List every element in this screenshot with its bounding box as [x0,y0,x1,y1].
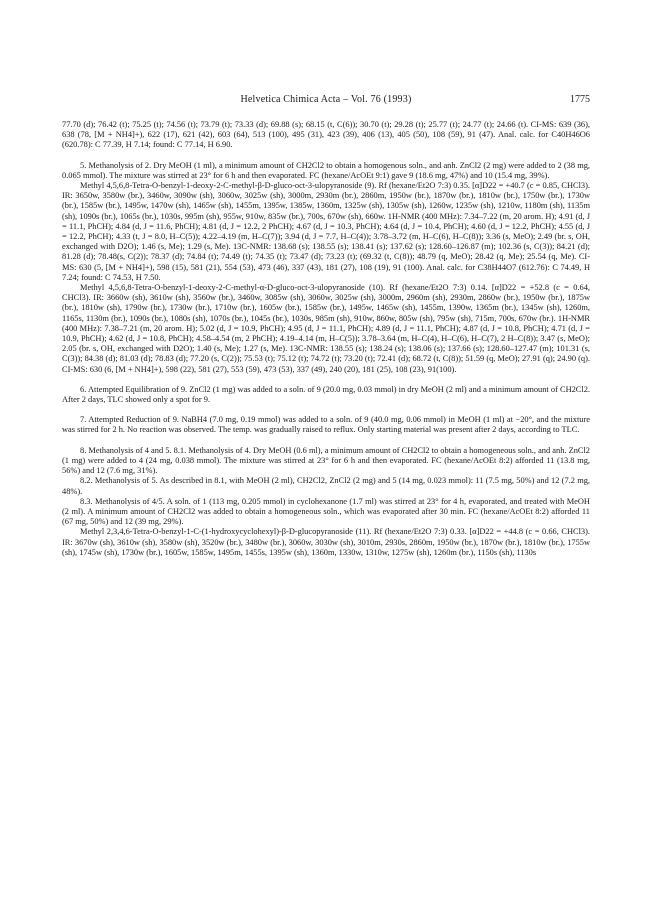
page-number: 1775 [570,94,590,105]
paragraph: Methyl 2,3,4,6-Tetra-O-benzyl-1-C-(1-hydroxycyclohexyl)-β-D-glucopyranoside (11). Rf (hexane/Et2O 7:3) 0.33. [α]D22 = +44.8 (c = 0.66, CHCl3). IR: 3670w (sh), 3610w (sh), 3580w (sh), 3520w (br.), 3480w (br.), 3060w, 3030w (sh), 3010m, 2930s, 2860m, 1950w (br.), 1870w (br.), 1810w (br.), 1755w (sh), 1745w (sh), 1730w (br.), 1605w, 1585w, 1495m, 1455s, 1395w (sh), 1360m, 1330w, 1310w, 1275w (sh), 1260m (br.), 1150s (sh), 1130s [62,527,590,557]
paragraph: Methyl 4,5,6,8-Tetra-O-benzyl-1-deoxy-2-C-methyl-β-D-gluco-oct-3-ulopyranoside (9). Rf (hexane/Et2O 7:3) 0.35. [α]D22 = +40.7 (c = 0.85, CHCl3). IR: 3650w, 3580w (br.), 3460w, 3090w (sh), 3060w, 3025w (sh), 3000m, 2930m (br.), 2860m, 1950w (br.), 1870w (br.), 1810w (br.), 1750w (br.), 1730w (br.), 1585w (br.), 1495w, 1470w (sh), 1465w (sh), 1455m, 1395w, 1385w, 1360m, 1325w (sh), 1305w (sh), 1260w, 1235w (sh), 1210w, 1180m (sh), 1135m (sh), 1090s (br.), 1065s (br.), 1030s, 995m (sh), 955w, 910w, 835w (br.), 700s, 670w (sh), 660w. 1H-NMR (400 MHz): 7.34–7.22 (m, 20 arom. H); 4.91 (d, J = 11.1, PhCH); 4.84 (d, J = 11.6, PhCH); 4.81 (d, J = 12.2, 2 PhCH); 4.67 (d, J = 10.3, PhCH); 4.64 (d, J = 10.4, PhCH); 4.60 (d, J = 12.2, PhCH); 4.55 (d, J = 12.2, PhCH); 4.33 (t, J = 8.0, H–C(5)); 4.22–4.19 (m, H–C(7)); 3.94 (d, J = 7.7, H–C(4)); 3.78–3.72 (m, H–C(6), H–C(8)); 3.36 (s, MeO); 2.49 (br. s, OH, exchanged with D2O); 1.46 (s, Me); 1.29 (s, Me). 13C-NMR: 138.68 (s); 138.55 (s); 138.41 (s); 137.62 (s); 128.60–126.87 (m); 102.36 (s, C(3)); 84.21 (d); 81.28 (d); 78.48(s, C(2)); 78.37 (d); 74.84 (t); 74.49 (t); 74.35 (t); 73.47 (d); 73.23 (t); (69.32 (t, C(8)); 48.79 (q, MeO); 28.42 (q, Me); 25.54 (q, Me). CI-MS: 630 (5, [M + NH4]+), 598 (15), 581 (21), 554 (53), 473 (46), 337 (43), 181 (27), 108 (19), 91 (100). Anal. calc. for C38H44O7 (612.76): C 74.49, H 7.24; found: C 74.53, H 7.50. [62,181,590,282]
journal-title: Helvetica Chimica Acta – Vol. 76 (1993) [240,94,412,105]
paragraph: 6. Attempted Equilibration of 9. ZnCl2 (1 mg) was added to a soln. of 9 (20.0 mg, 0.03 mmol) in dry MeOH (2 ml) and a minimum amount of CH2Cl2. After 2 days, TLC showed only a spot for 9. [62,384,590,405]
paragraph: 77.70 (d); 76.42 (t); 75.25 (t); 74.56 (t); 73.79 (t); 73.33 (d); 69.88 (s); 68.15 (t, C(6)); 30.70 (t); 29.28 (t); 25.77 (t); 24.77 (t); 24.66 (t). CI-MS: 639 (36), 638 (78, [M + NH4]+), 622 (17), 621 (42), 603 (64), 513 (100), 495 (31), 423 (39), 406 (13), 405 (50), 108 (59), 91 (47). Anal. calc. for C40H46O6 (620.78): C 77.39, H 7.14; found: C 77.14, H 6.90. [62,120,590,150]
paragraph: 8. Methanolysis of 4 and 5. 8.1. Methanolysis of 4. Dry MeOH (0.6 ml), a minimum amount of CH2Cl2 to obtain a homogeneous soln., and anh. ZnCl2 (1 mg) were added to 4 (24 mg, 0.038 mmol). The mixture was stirred at 23° for 6 h and then evaporated. FC (hexane/AcOEt 8:2) afforded 11 (13.8 mg, 56%) and 12 (7.6 mg, 31%). [62,445,590,476]
paragraph: 8.3. Methanolysis of 4/5. A soln. of 1 (113 mg, 0.205 mmol) in cyclohexanone (1.7 ml) was stirred at 23° for 4 h, evaporated, and treated with MeOH (2 ml). A minimum amount of CH2Cl2 was added to obtain a homogeneous soln., which was evaporated after 30 min. FC (hexane/AcOEt 8:2) afforded 11 (67 mg, 50%) and 12 (39 mg, 29%). [62,496,590,527]
paragraph: Methyl 4,5,6,8-Tetra-O-benzyl-1-deoxy-2-C-methyl-α-D-gluco-oct-3-ulopyranoside (10). Rf (hexane/Et2O 7:3) 0.14. [α]D22 = +52.8 (c = 0.64, CHCl3). IR: 3660w (sh), 3610w (sh), 3560w (br.), 3460w, 3085w (sh), 3060w, 3025w (sh), 3000m, 2960m (sh), 2930m, 2860w (br.), 1950w (br.), 1875w (br.), 1810w (sh), 1790w (br.), 1730w (br.), 1710w (br.), 1605w (br.), 1585w (br.), 1495w, 1465w (sh), 1455m, 1390w, 1365m (br.), 1345w (sh), 1260m, 1165s, 1130m (br.), 1090s (br.), 1080s (sh), 1070s (br.), 1045s (br.), 1030s, 985m (sh), 910w, 860w, 805w (sh), 795w (sh), 715m, 700s, 670w (br.). 1H-NMR (400 MHz): 7.38–7.21 (m, 20 arom. H); 5.02 (d, J = 10.9, PhCH); 4.95 (d, J = 11.1, PhCH); 4.89 (d, J = 11.1, PhCH); 4.87 (d, J = 10.8, PhCH); 4.71 (d, J = 10.9, PhCH); 4.62 (d, J = 10.8, PhCH); 4.58–4.54 (m, 2 PhCH); 4.19–4.14 (m, H–C(5)); 3.78–3.64 (m, H–C(4), H–C(6), H–C(7), 2 H–C(8)); 3.47 (s, MeO); 2.05 (br. s, OH, exchanged with D2O); 1.40 (s, Me); 1.27 (s, Me). 13C-NMR: 138.55 (s); 138.24 (s); 138.06 (s); 137.66 (s); 128.60–127.47 (m); 101.31 (s, C(3)); 84.38 (d); 81.03 (d); 78.83 (d); 77.20 (s, C(2)); 75.53 (t); 75.12 (t); 74.72 (t); 73.20 (t); 72.41 (d); 68.72 (t, C(8)); 51.59 (q, MeO); 27.91 (q); 24.90 (q). CI-MS: 630 (6, [M + NH4]+), 598 (22), 581 (27), 553 (59), 473 (53), 337 (49), 240 (20), 181 (25), 108 (23), 91(100). [62,283,590,374]
body-text [62,120,590,558]
running-header [62,94,590,108]
paragraph: 8.2. Methanolysis of 5. As described in 8.1, with MeOH (2 ml), CH2Cl2, ZnCl2 (2 mg) and 5 (14 mg, 0.023 mmol): 11 (7.5 mg, 50%) and 12 (7.2 mg, 48%). [62,476,590,496]
paragraph: 5. Methanolysis of 2. Dry MeOH (1 ml), a minimum amount of CH2Cl2 to obtain a homogenous soln., and anh. ZnCl2 (2 mg) were added to 2 (38 mg, 0.065 mmol). The mixture was stirred at 23° for 6 h and then evaporated. FC (hexane/AcOEt 9:1) gave 9 (18.6 mg, 47%) and 10 (15.4 mg, 39%). [62,160,590,180]
paragraph: 7. Attempted Reduction of 9. NaBH4 (7.0 mg, 0.19 mmol) was added to a soln. of 9 (40.0 mg, 0.06 mmol) in MeOH (1 ml) at −20°, and the mixture was stirred for 2 h. No reaction was observed. The temp. was gradually raised to reflux. Only starting material was present after 2 days, according to TLC. [62,415,590,435]
